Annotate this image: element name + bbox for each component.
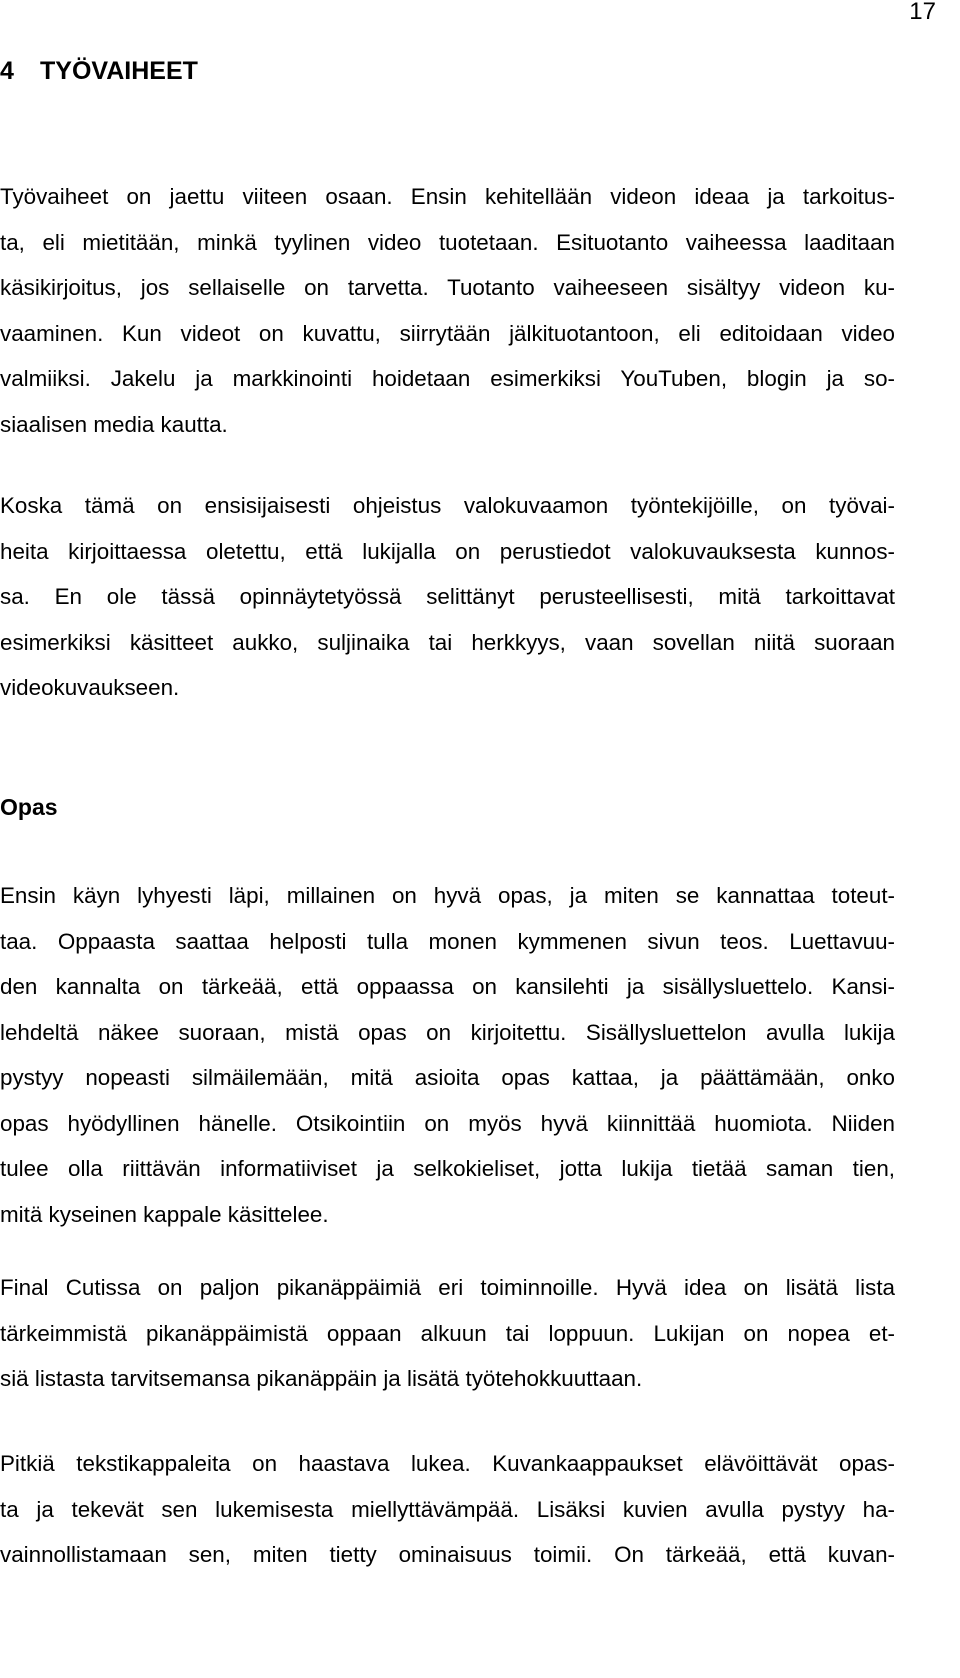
- text-line: sa. En ole tässä opinnäytetyössä selittänyt perusteellisesti, mitä tarkoittavat: [0, 584, 895, 609]
- text-line: tulee olla riittävän informatiiviset ja selkokieliset, jotta lukija tietää saman tien,: [0, 1156, 895, 1181]
- text-line: Työvaiheet on jaettu viiteen osaan. Ensin kehitellään videon ideaa ja tarkoitus-: [0, 184, 895, 209]
- text-line: siaalisen media kautta.: [0, 411, 228, 437]
- paragraph-intro: [0, 174, 895, 447]
- chapter-number: 4: [0, 57, 14, 85]
- page-number: 17: [909, 0, 936, 25]
- text-line: videokuvaukseen.: [0, 675, 180, 700]
- text-line: den kannalta on tärkeää, että oppaassa on kansilehti ja sisällysluettelo. Kansi-: [0, 974, 895, 999]
- chapter-title: TYÖVAIHEET: [40, 57, 198, 85]
- text-line: opas hyödyllinen hänelle. Otsikointiin on myös hyvä kiinnittää huomiota. Niiden: [0, 1110, 895, 1136]
- text-line: ta ja tekevät sen lukemisesta miellyttävämpää. Lisäksi kuvien avulla pystyy ha-: [0, 1496, 895, 1522]
- paragraph-shortcuts: [0, 1265, 895, 1402]
- text-line: ta, eli mietitään, minkä tyylinen video tuotetaan. Esituotanto vaiheessa laaditaan: [0, 229, 895, 255]
- chapter-heading: [0, 56, 198, 86]
- text-line: lehdeltä näkee suoraan, mistä opas on kirjoitettu. Sisällysluettelon avulla lukija: [0, 1019, 895, 1045]
- text-line: taa. Oppaasta saattaa helposti tulla monen kymmenen sivun teos. Luettavuu-: [0, 928, 895, 954]
- text-line: Koska tämä on ensisijaisesti ohjeistus valokuvaamon työntekijöille, on työvai-: [0, 493, 895, 518]
- paragraph-assumptions: [0, 483, 895, 711]
- text-line: tärkeimmistä pikanäppäimistä oppaan alkuun tai loppuun. Lukijan on nopea et-: [0, 1320, 895, 1346]
- text-line: esimerkiksi käsitteet aukko, suljinaika tai herkkyys, vaan sovellan niitä suoraan: [0, 629, 895, 655]
- text-line: siä listasta tarvitsemansa pikanäppäin ja lisätä työtehokkuuttaan.: [0, 1366, 643, 1391]
- text-line: mitä kyseinen kappale käsittelee.: [0, 1201, 329, 1227]
- paragraph-screenshots: [0, 1441, 895, 1578]
- text-line: vainnollistamaan sen, miten tietty ominaisuus toimii. On tärkeää, että kuvan-: [0, 1542, 895, 1567]
- text-line: heita kirjoittaessa oletettu, että lukijalla on perustiedot valokuvauksesta kunnos-: [0, 538, 895, 564]
- text-line: Ensin käyn lyhyesti läpi, millainen on hyvä opas, ja miten se kannattaa toteut-: [0, 883, 895, 908]
- text-line: Pitkiä tekstikappaleita on haastava lukea. Kuvankaappaukset elävöittävät opas-: [0, 1451, 895, 1476]
- text-line: käsikirjoitus, jos sellaiselle on tarvetta. Tuotanto vaiheeseen sisältyy videon ku-: [0, 275, 895, 300]
- text-line: Final Cutissa on paljon pikanäppäimiä eri toiminnoille. Hyvä idea on lisätä lista: [0, 1275, 895, 1300]
- text-line: vaaminen. Kun videot on kuvattu, siirrytään jälkituotantoon, eli editoidaan video: [0, 320, 895, 346]
- text-line: valmiiksi. Jakelu ja markkinointi hoidetaan esimerkiksi YouTuben, blogin ja so-: [0, 366, 895, 391]
- section-heading: Opas: [0, 794, 58, 820]
- paragraph-guide-intro: [0, 873, 895, 1237]
- text-line: pystyy nopeasti silmäilemään, mitä asioita opas kattaa, ja päättämään, onko: [0, 1065, 895, 1090]
